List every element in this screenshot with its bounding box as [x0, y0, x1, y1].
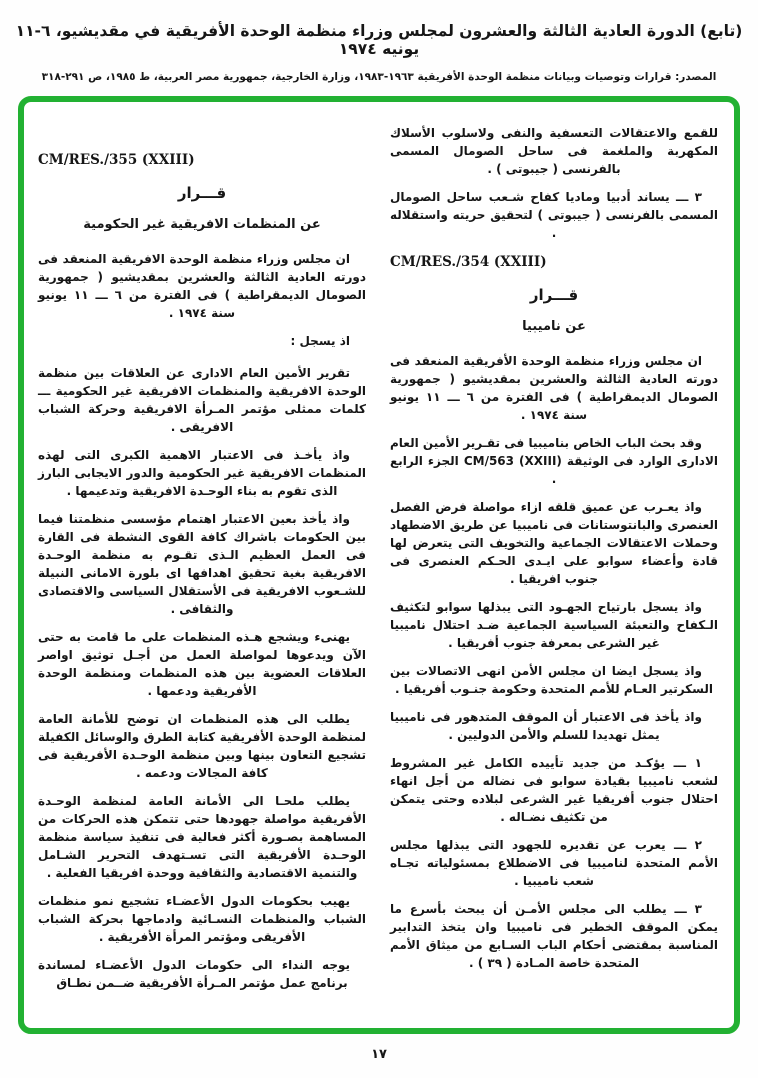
- body-paragraph: واذ يأخـذ فى الاعتبار الاهمية الكبرى التى لهذه المنظمات الافريقية غير الحكومية والدور الايجابى البارز الذى تقوم به بناء الوحـدة الافريقية وتدعيمها .: [38, 448, 366, 499]
- continuation-paragraph: للقمع والاعتقالات التعسفية والنفى ولاسلوب الأسلاك المكهربة والملغمة فى ساحل الصومال المسمى بالفرنسى ( جيبوتى ) .: [390, 126, 718, 176]
- body-paragraph: تقرير الأمين العام الادارى عن العلاقات بين منظمة الوحدة الافريقية والمنظمات الافريقية غير الحكومية ـــ كلمات ممثلى مؤتمر المـرأة الافريقية وحركة الشباب الافريقى .: [38, 366, 366, 435]
- two-column-layout: [38, 124, 718, 1022]
- body-paragraph: وقد بحث الباب الخاص بناميبيا فى تقـرير الأمين العام الادارى الوارد فى الوثيقة CM/563 (XXIII) الجزء الرابع .: [390, 436, 719, 487]
- resolution-subject-namibia: عن ناميبيا: [522, 318, 586, 334]
- document-header: [0, 22, 758, 83]
- resolution-subject-ngos: عن المنظمات الافريقية غير الحكومية: [83, 216, 321, 232]
- body-paragraph: واذ يسجل بارتياح الجهـود التى يبذلها سوابو لتكثيف الـكفاح والتعبئة السياسية الجماعية ضـد احتلال ناميبيا غير الشرعى بمعرفة جنوب أفريقيا .: [390, 600, 718, 651]
- resolution-title: قـــرار: [177, 184, 227, 203]
- column-right-resolution-354: [390, 124, 718, 1022]
- body-paragraph: يهنىء ويشجع هـذه المنظمات على ما قامت به حتى الآن ويدعوها لمواصلة العمل من أجـل توثيق اواصر العلاقات العضوية بين هذه المنظمات ومنظمة الوحدة الأفريقية ودعمها .: [38, 630, 366, 699]
- resolution-title: قـــرار: [529, 286, 579, 305]
- body-paragraph: واذ يسجل ايضا ان مجلس الأمن انهى الاتصالات بين السكرتير العـام للأمم المتحدة وحكومة جنـوب أفريقيا .: [390, 664, 713, 697]
- body-paragraph: ان مجلس وزراء منظمة الوحدة الأفريقية المنعقد فى دورته العادية الثالثة والعشرين بمقديشيو ( جمهورية الصومال الديمقراطية ) فى الفترة من ٦ ـــ ١١ يونيو سنة ١٩٧٤ .: [390, 354, 718, 423]
- body-paragraph: يطلب ملحـا الى الأمانة العامة لمنظمة الوحـدة الأفريقية مواصلة جهودها حتى تتمكن هذه الحركات من المساهمة بصـورة أكثر فعالية فى تنفيذ سياسة منظمة الوحـدة الأفريقية التى تسـتهدف التحرير الشـامل والتنمية الاقتصادية والثقافية ووحدة افريقيا الفعلية .: [38, 794, 366, 881]
- body-paragraph: واذ يأخذ بعين الاعتبار اهتمام مؤسسى منظمتنا فيما بين الحكومات باشراك كافة القوى النشطة فى القارة فى العمل العظيم الـذى تقـوم به منظمة الوحـدة الافريقية بغية تحقيق اهدافها اى بلورة الامانى النبيلة للشـعوب الافريقية فى الأستقلال السياسى والاقتصادى والثقافى .: [38, 512, 366, 617]
- numbered-item-2: ٢ ـــ يعرب عن تقديره للجهود التى يبذلها مجلس الأمم المتحدة لناميبيا فى الاضطلاع بمسئولياته تجـاه شعب ناميبيا .: [390, 838, 718, 889]
- body-paragraph: واذ يعـرب عن عميق قلقه ازاء مواصلة فرض الفصل العنصرى والبانتوستانات فى ناميبيا عن طريق الاضطهاد وحملات الاعتقالات الجماعية والتخويف التى يتعرض لها قادة وأعضاء سوابو على ايـدى الحـكم العنصرى فى جنوب افريقيا .: [390, 500, 718, 587]
- doc-ref-cm-res-355: CM/RES./355 (XXIII): [38, 152, 195, 168]
- header-session-title: (تابع) الدورة العادية الثالثة والعشرون لمجلس وزراء منظمة الوحدة الأفريقية في مقديشيو، ٦-١١ يونيه ١٩٧٤: [15, 22, 743, 58]
- body-paragraph: يطلب الى هذه المنظمات ان توضح للأمانة العامة لمنظمة الوحدة الأفريقية كتابة الطرق والوسائل الكفيلة تشجيع التعاون بينها وبين منظمة الوحـدة الأفريقية فى كافة المجالات ودعمه .: [38, 712, 366, 781]
- column-left-resolution-355: [38, 124, 366, 1022]
- header-source-citation: المصدر: قرارات وتوصيات وبيانات منظمة الوحدة الأفريقية ١٩٦٣-١٩٨٣، وزارة الخارجية، جمهورية مصر العربية، ط ١٩٨٥، ص ٢٩١-٣١٨: [41, 71, 717, 83]
- numbered-item-1: ١ ـــ يؤكـد من جديد تأييده الكامل غير المشروط لشعب ناميبيا بقيادة سوابو فى نضاله من أجل انهاء احتلال جنوب أفريقيا غير الشرعى لبلاده وحتى يتمكن من تكثيف نضـاله .: [390, 756, 718, 825]
- numbered-item-3: ٣ ـــ يطلب الى مجلس الأمـن أن يبحث بأسرع ما يمكن الموقف الخطير فى ناميبيا وان يتخذ التدابير المناسبة بمقتضى أحكام الباب السـابع من ميثاق الأمم المتحدة خاصة المـادة ( ٣٩ ) .: [390, 902, 718, 971]
- green-border-content-box: [18, 96, 740, 1034]
- body-paragraph: يهيب بحكومات الدول الأعضـاء تشجيع نمو منظمات الشباب والمنظمات النسـائية وادماجها بحركة الشباب الأفريقى ومؤتمر المرأة الأفريقية .: [38, 894, 366, 945]
- body-paragraph: ان مجلس وزراء منظمة الوحدة الافريقية المنعقد فى دورته العادية الثالثة والعشرين بمقديشيو ( جمهورية الصومال الديمقراطية ) فى الفترة من ٦ ـــ ١١ يونيو سنة ١٩٧٤ .: [38, 252, 366, 321]
- doc-ref-cm-res-354: CM/RES./354 (XXIII): [390, 254, 547, 270]
- recording-lead-in: اذ يسجل :: [290, 334, 350, 349]
- page-number: ١٧: [371, 1047, 387, 1062]
- body-paragraph: يوجه النداء الى حكومات الدول الأعضـاء لمساندة برنامج عمل مؤتمر المـرأة الأفريقية ضــمن نطـاق: [38, 958, 350, 991]
- body-paragraph: واذ يأخذ فى الاعتبار أن الموقف المتدهور فى ناميبيا يمثل تهديدا للسلم والأمن الدوليين .: [390, 710, 702, 743]
- continuation-paragraph: ٣ ـــ يساند أدبيا وماديا كفاح شـعب ساحل الصومال المسمى بالفرنسى ( جيبوتى ) لتحقيق حريته واستقلاله .: [390, 190, 718, 240]
